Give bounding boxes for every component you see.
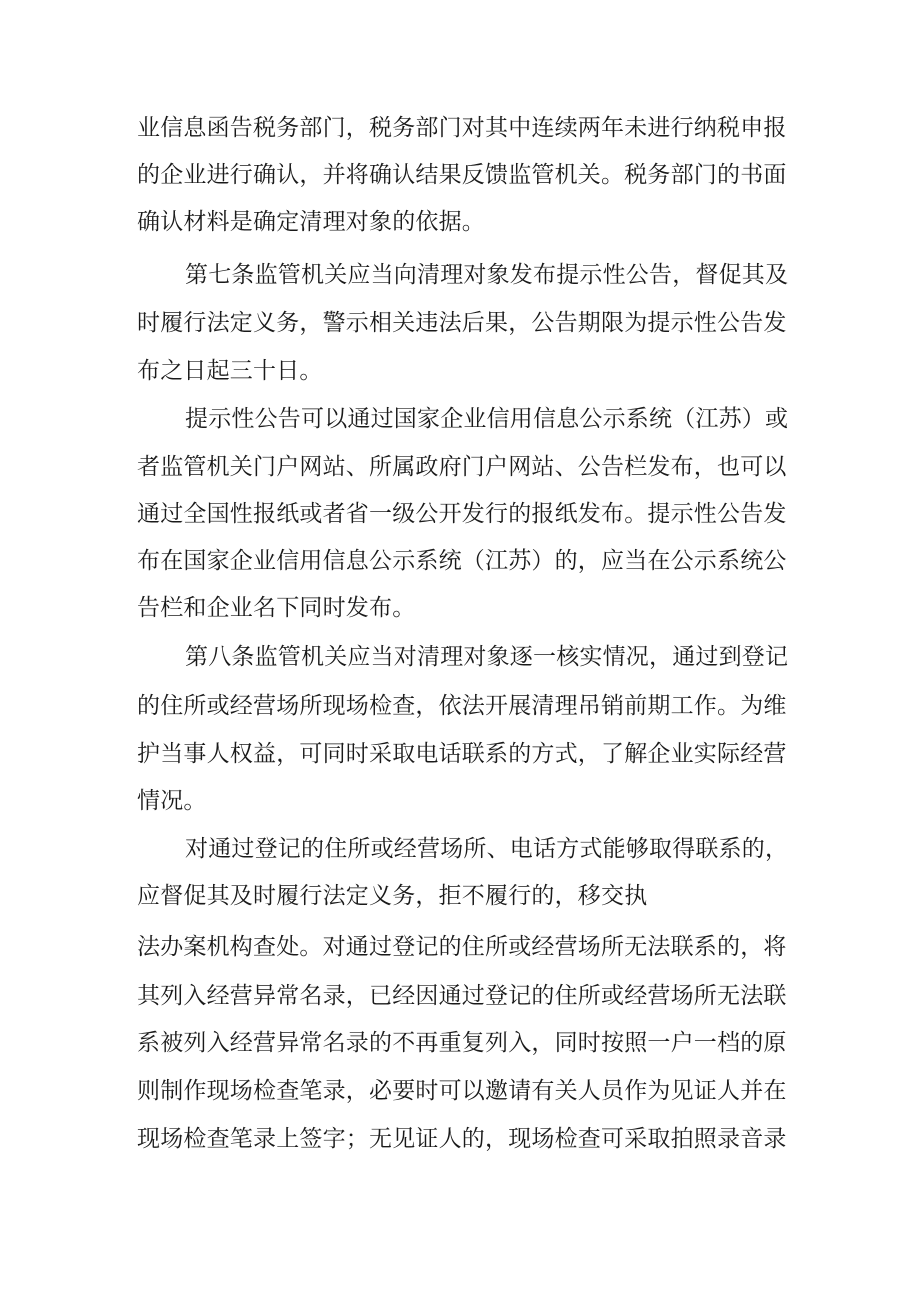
paragraph-start-line: 第七条监管机关应当向清理对象发布提示性公告，督促其及 (185, 262, 789, 288)
paragraph-start-line: 对通过登记的住所或经营场所、电话方式能够取得联系的， (185, 836, 789, 862)
text-line: 时履行法定义务，警示相关违法后果，公告期限为提示性公告发 (137, 310, 787, 336)
text-line: 通过全国性报纸或者省一级公开发行的报纸发布。提示性公告发 (137, 501, 787, 527)
text-line: 其列入经营异常名录，已经因通过登记的住所或经营场所无法联 (137, 983, 787, 1009)
text-line: 则制作现场检查笔录，必要时可以邀请有关人员作为见证人并在 (137, 1078, 787, 1104)
text-line: 布在国家企业信用信息公示系统（江苏）的，应当在公示系统公 (137, 548, 787, 574)
text-line: 系被列入经营异常名录的不再重复列入，同时按照一户一档的原 (137, 1030, 787, 1056)
text-line: 的企业进行确认，并将确认结果反馈监管机关。税务部门的书面 (137, 162, 787, 188)
text-line: 情况。 (137, 788, 207, 814)
paragraph-start-line: 第八条监管机关应当对清理对象逐一核实情况，通过到登记 (185, 644, 789, 670)
text-line: 布之日起三十日。 (137, 358, 323, 384)
text-line: 法办案机构查处。对通过登记的住所或经营场所无法联系的，将 (137, 934, 787, 960)
paragraph-start-line: 提示性公告可以通过国家企业信用信息公示系统（江苏）或 (185, 406, 789, 432)
text-line: 护当事人权益，可同时采取电话联系的方式，了解企业实际经营 (137, 741, 787, 767)
text-line: 者监管机关门户网站、所属政府门户网站、公告栏发布，也可以 (137, 454, 787, 480)
text-line: 告栏和企业名下同时发布。 (137, 595, 416, 621)
text-line: 确认材料是确定清理对象的依据。 (137, 209, 485, 235)
text-line: 应督促其及时履行法定义务，拒不履行的，移交执 (137, 883, 648, 909)
text-line: 的住所或经营场所现场检查，依法开展清理吊销前期工作。为维 (137, 693, 787, 719)
text-line: 业信息函告税务部门，税务部门对其中连续两年未进行纳税申报 (137, 115, 787, 141)
text-line: 现场检查笔录上签字；无见证人的，现场检查可采取拍照录音录 (137, 1126, 787, 1152)
